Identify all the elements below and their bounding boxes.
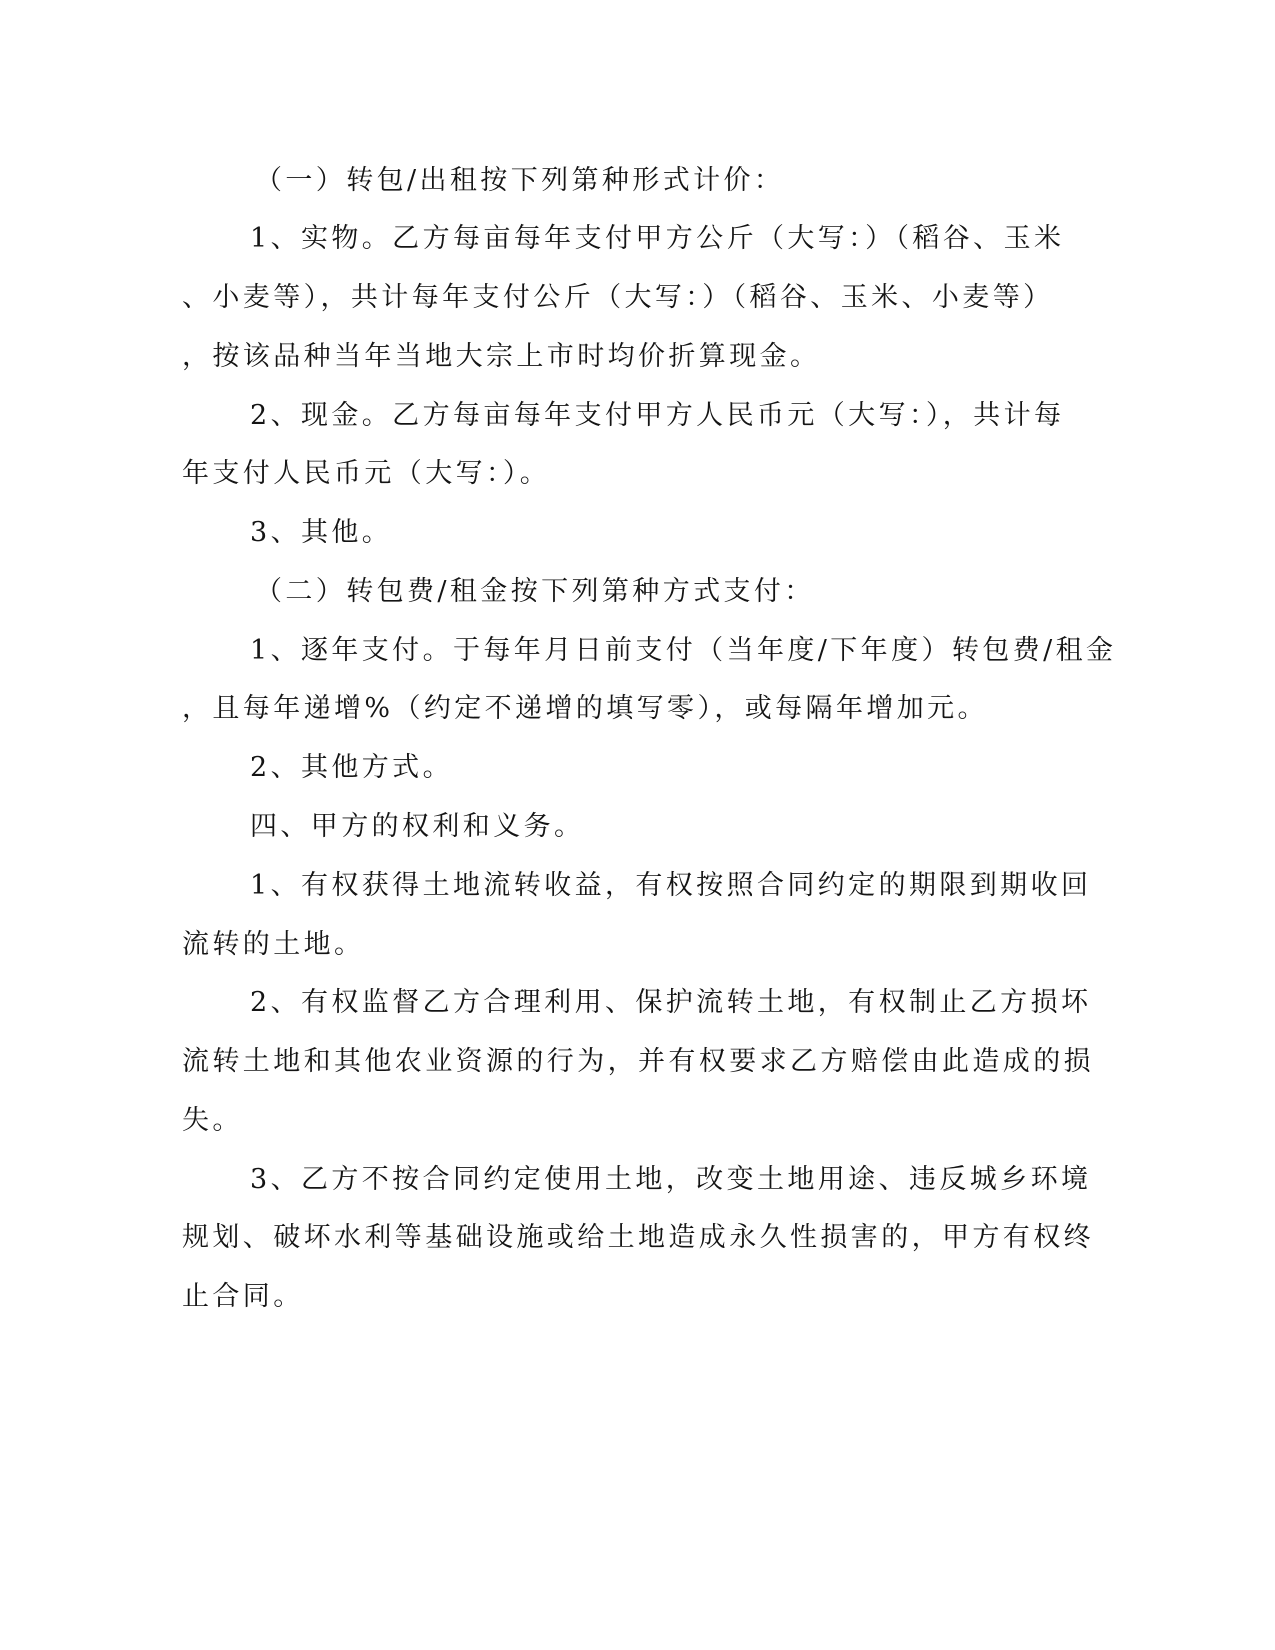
rights-item-3-line-1: 3、乙方不按合同约定使用土地，改变土地用途、违反城乡环境 — [250, 1164, 1092, 1195]
rights-item-3-line-2: 规划、破坏水利等基础设施或给土地造成永久性损害的，甲方有权终 — [182, 1222, 1094, 1253]
payment-method-heading: （二）转包费/租金按下列第种方式支付： — [255, 576, 815, 607]
in-kind-clause-line-1: 1、实物。乙方每亩每年支付甲方公斤（大写：）（稻谷、玉米 — [250, 223, 1065, 254]
rights-item-1-line-1: 1、有权获得土地流转收益，有权按照合同约定的期限到期收回 — [250, 870, 1092, 901]
in-kind-clause-line-2: 、小麦等），共计每年支付公斤（大写：）（稻谷、玉米、小麦等） — [182, 282, 1054, 313]
rights-item-3-line-3: 止合同。 — [182, 1281, 304, 1312]
annual-payment-line-2: ，且每年递增%（约定不递增的填写零），或每隔年增加元。 — [182, 693, 988, 724]
annual-payment-line-1: 1、逐年支付。于每年月日前支付（当年度/下年度）转包费/租金 — [250, 635, 1117, 666]
rights-item-2-line-2: 流转土地和其他农业资源的行为，并有权要求乙方赔偿由此造成的损 — [182, 1046, 1094, 1077]
cash-clause-line-1: 2、现金。乙方每亩每年支付甲方人民币元（大写：），共计每 — [250, 400, 1065, 431]
rights-item-2-line-3: 失。 — [182, 1105, 243, 1136]
rights-item-1-line-2: 流转的土地。 — [182, 929, 365, 960]
other-payment-method: 2、其他方式。 — [250, 752, 453, 783]
other-clause: 3、其他。 — [250, 517, 393, 548]
cash-clause-line-2: 年支付人民币元（大写：）。 — [182, 458, 551, 489]
rights-item-2-line-1: 2、有权监督乙方合理利用、保护流转土地，有权制止乙方损坏 — [250, 987, 1092, 1018]
pricing-form-heading: （一）转包/出租按下列第种形式计价： — [255, 165, 785, 196]
section-heading-party-a-rights: 四、甲方的权利和义务。 — [250, 811, 585, 842]
in-kind-clause-line-3: ，按该品种当年当地大宗上市时均价折算现金。 — [182, 341, 821, 372]
